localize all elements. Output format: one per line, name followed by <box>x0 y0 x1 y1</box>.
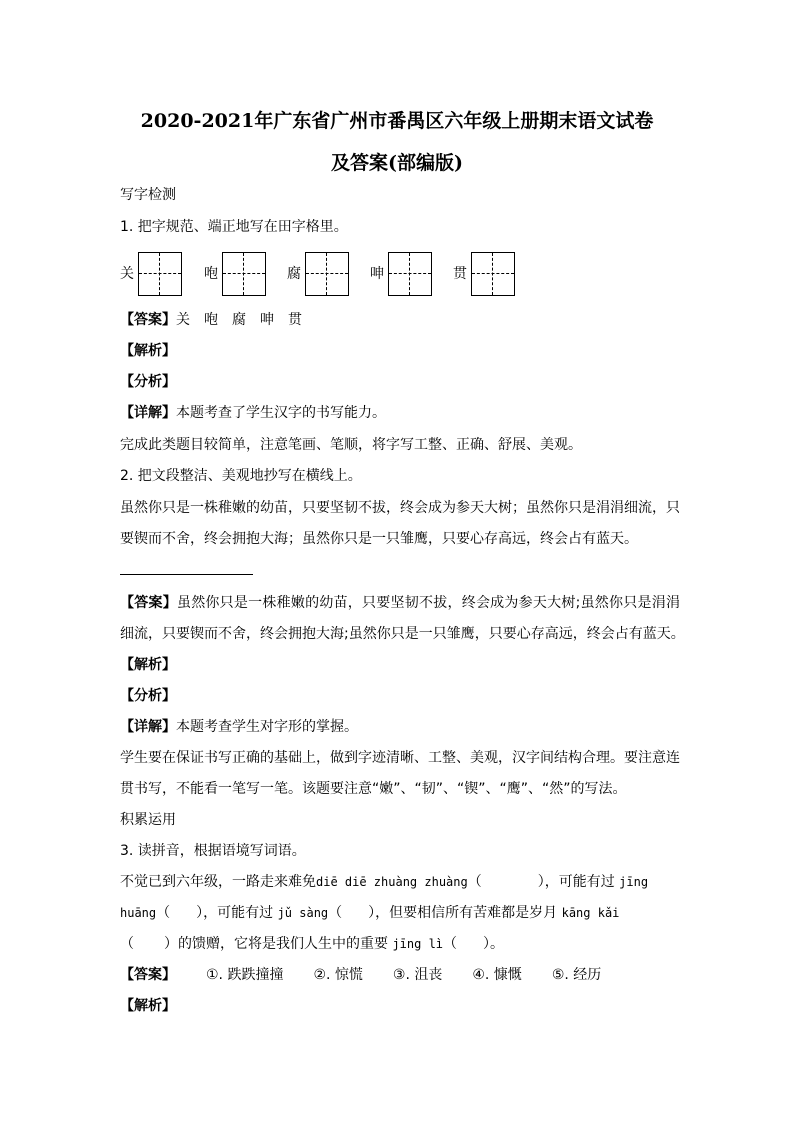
tianzige-box[interactable] <box>305 252 349 296</box>
q2-fenxi-label: 【分析】 <box>120 688 176 704</box>
q2-jiexi-label: 【解析】 <box>120 657 176 673</box>
q1-extra: 完成此类题目较简单，注意笔画、笔顺，将字写工整、正确、舒展、美观。 <box>120 437 582 453</box>
q3-text: ），可能有过 <box>537 874 615 890</box>
q3-paren: （ <box>328 905 343 921</box>
xiangjie-text: 本题考查了学生汉字的书写能力。 <box>176 405 386 421</box>
q3-text: 不觉已到六年级，一路走来难免 <box>120 874 316 890</box>
xiangjie-label: 【详解】 <box>120 405 176 421</box>
q3-paren: （ <box>120 936 134 952</box>
q3-text: ），可能有过 <box>196 905 274 921</box>
q1-answer <box>120 310 316 330</box>
document-title-line1: 2020-2021年广东省广州市番禺区六年级上册期末语文试卷 <box>140 110 654 132</box>
xiangjie-label: 【详解】 <box>120 719 176 735</box>
question-1-text: 1. 把字规范、端正地写在田字格里。 <box>120 219 348 235</box>
answer-char: 呻 <box>260 312 274 328</box>
answer-option: ②. 惊慌 <box>313 967 363 983</box>
pinyin: jǔ sàng <box>277 906 329 920</box>
answer-option: ④. 慷慨 <box>472 967 522 983</box>
q1-jiexi-label: 【解析】 <box>120 343 176 359</box>
answer-option: ⑤. 经历 <box>551 967 602 983</box>
answer-writing-line[interactable] <box>120 574 253 575</box>
q3-answer <box>120 965 631 985</box>
pinyin: huāng <box>120 906 157 920</box>
pinyin: kāng kǎi <box>561 906 620 920</box>
question-2-text: 2. 把文段整洁、美观地抄写在横线上。 <box>120 468 362 484</box>
pinyin: diē diē zhuàng zhuàng <box>316 875 468 889</box>
q2-extra-line1: 学生要在保证书写正确的基础上，做到字迹清晰、工整、美观，汉字间结构合理。要注意连 <box>120 750 680 766</box>
answer-option: ③. 沮丧 <box>392 967 443 983</box>
answer-char: 关 <box>176 312 190 328</box>
q3-jiexi-label: 【解析】 <box>120 998 176 1014</box>
tianzige-box[interactable] <box>471 252 515 296</box>
tianzige-box[interactable] <box>138 252 182 296</box>
q2-xiangjie <box>120 717 358 737</box>
grid-char: 关 <box>120 266 134 282</box>
q3-paren: （ <box>467 874 482 890</box>
q3-line1 <box>120 872 648 892</box>
grid-char: 咆 <box>204 266 218 282</box>
xiangjie-text: 本题考查学生对字形的掌握。 <box>176 719 358 735</box>
pinyin: jīng lì <box>392 937 444 951</box>
q2-extra-line2: 贯书写，不能看一笔写一笔。该题要注意“嫩”、“韧”、“锲”、“鹰”、“然”的写法。 <box>120 781 627 797</box>
section-heading-accumulation: 积累运用 <box>120 812 176 828</box>
answer-label: 【答案】 <box>120 595 177 611</box>
answer-char: 腐 <box>232 312 246 328</box>
q1-xiangjie <box>120 403 386 423</box>
grid-char: 呻 <box>370 266 384 282</box>
q2-answer-line1 <box>120 593 680 613</box>
q3-line2 <box>120 903 619 923</box>
answer-char: 贯 <box>288 312 302 328</box>
q2-passage-line1: 虽然你只是一株稚嫩的幼苗，只要坚韧不拔，终会成为参天大树；虽然你只是涓涓细流，只 <box>120 500 680 516</box>
pinyin: jīng <box>619 875 649 889</box>
grid-char: 腐 <box>287 266 301 282</box>
q3-paren: （ <box>443 936 458 952</box>
tianzige-box[interactable] <box>222 252 266 296</box>
q2-passage-line2: 要锲而不舍，终会拥抱大海；虽然你只是一只雏鹰，只要心存高远，终会占有蓝天。 <box>120 531 638 547</box>
question-3-text: 3. 读拼音，根据语境写词语。 <box>120 843 306 859</box>
q3-paren: （ <box>156 905 171 921</box>
answer-label: 【答案】 <box>120 312 176 328</box>
answer-option: ①. 跌跌撞撞 <box>206 967 284 983</box>
document-title-line2: 及答案(部编版) <box>331 152 463 174</box>
section-heading-writing: 写字检测 <box>120 187 176 203</box>
tianzige-row <box>120 252 540 296</box>
q1-fenxi-label: 【分析】 <box>120 374 176 390</box>
grid-char: 贯 <box>453 266 467 282</box>
q3-text: ），但要相信所有苦难都是岁月 <box>368 905 558 921</box>
q3-line3 <box>120 934 504 954</box>
q2-answer-line2: 细流，只要锲而不舍，终会拥抱大海;虽然你只是一只雏鹰，只要心存高远，终会占有蓝天。 <box>120 626 685 642</box>
tianzige-box[interactable] <box>388 252 432 296</box>
answer-label: 【答案】 <box>120 967 176 983</box>
q3-text: ）的馈赠，它将是我们人生中的重要 <box>164 936 388 952</box>
answer-text: 虽然你只是一株稚嫩的幼苗，只要坚韧不拔，终会成为参天大树;虽然你只是涓涓 <box>176 595 680 611</box>
q3-text: ）。 <box>483 936 505 952</box>
answer-char: 咆 <box>204 312 218 328</box>
